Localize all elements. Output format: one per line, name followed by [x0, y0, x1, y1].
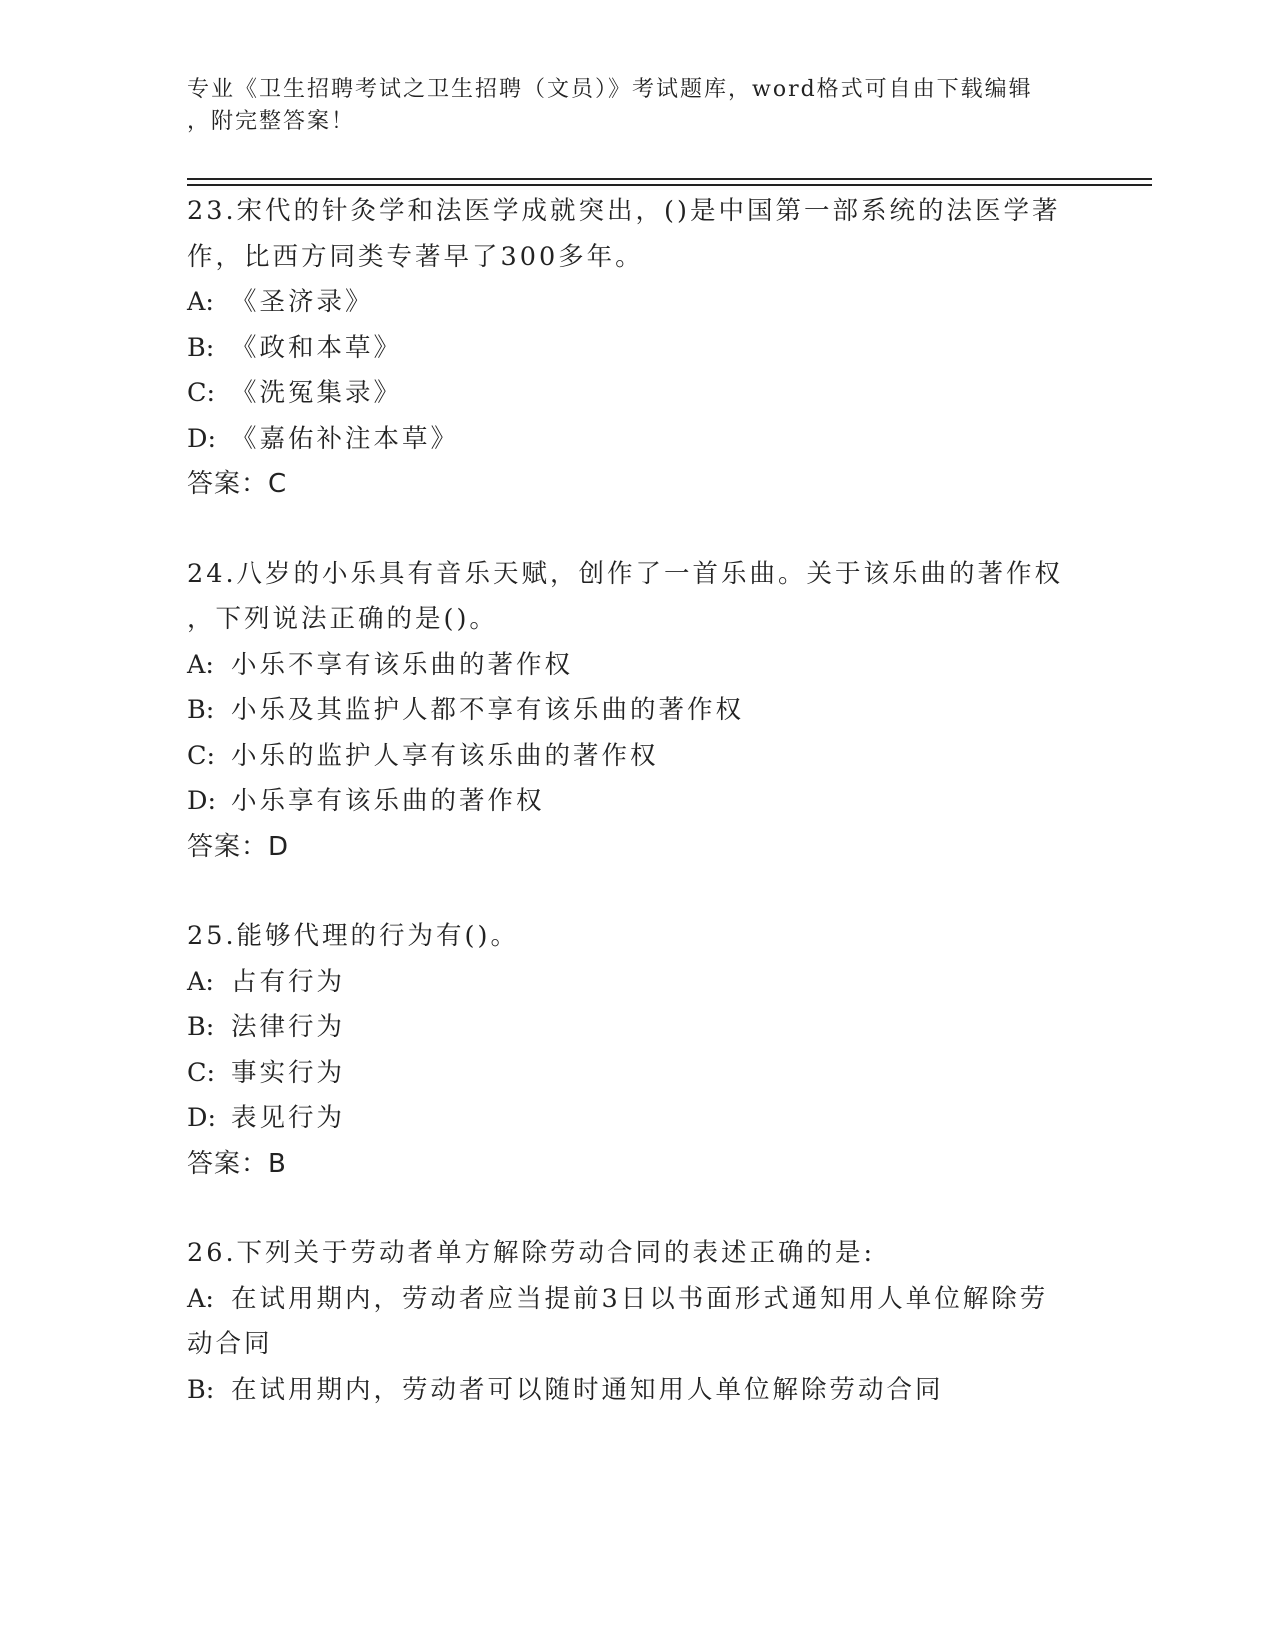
header-divider: [187, 184, 1152, 186]
option-d: [187, 417, 1087, 463]
option-letter: B:: [187, 695, 215, 725]
option-letter: D:: [187, 1103, 217, 1133]
question-text: 24.八岁的小乐具有音乐天赋，创作了一首乐曲。关于该乐曲的著作权: [187, 558, 1064, 589]
option-letter: C:: [187, 378, 216, 408]
option-letter: D:: [187, 423, 217, 454]
option-b: [187, 326, 1087, 372]
answer-text: 答案：C: [187, 469, 288, 499]
question-text: 25.能够代理的行为有()。: [187, 921, 519, 951]
option-letter: D:: [187, 786, 217, 816]
option-text: 小乐不享有该乐曲的著作权: [231, 649, 574, 680]
option-text: 小乐的监护人享有该乐曲的著作权: [231, 740, 659, 771]
option-text: 小乐享有该乐曲的著作权: [231, 786, 545, 816]
option-letter: B:: [187, 1012, 215, 1042]
option-b: [187, 1005, 1087, 1051]
option-text: 小乐及其监护人都不享有该乐曲的著作权: [231, 695, 745, 725]
option-letter: B:: [187, 332, 215, 363]
question-item: [187, 914, 1087, 1187]
option-text: 在试用期内，劳动者应当提前3日以书面形式通知用人单位解除劳: [231, 1283, 1049, 1314]
option-text: 《嘉佑补注本草》: [231, 423, 460, 454]
option-a: [187, 960, 1087, 1006]
option-text: 事实行为: [231, 1057, 346, 1088]
option-text: 《洗冤集录》: [231, 378, 403, 408]
option-c: [187, 734, 1087, 780]
header-line: ，附完整答案！: [187, 109, 356, 134]
option-letter: A:: [187, 1283, 215, 1314]
option-letter: C:: [187, 740, 216, 771]
question-item: [187, 189, 1087, 508]
header-divider: [187, 178, 1152, 180]
option-text: 《圣济录》: [231, 287, 374, 317]
option-d: [187, 1096, 1087, 1142]
header-line: 专业《卫生招聘考试之卫生招聘（文员）》考试题库，word格式可自由下载编辑: [187, 77, 1033, 102]
document-header: [187, 74, 1077, 138]
option-text: 在试用期内，劳动者可以随时通知用人单位解除劳动合同: [231, 1374, 944, 1405]
option-letter: C:: [187, 1057, 216, 1088]
option-letter: A:: [187, 649, 215, 680]
option-a-continued: 动合同: [187, 1329, 273, 1359]
question-item: [187, 1231, 1087, 1413]
question-text: 23.宋代的针灸学和法医学成就突出，()是中国第一部系统的法医学著: [187, 196, 1061, 226]
option-a: [187, 1277, 1087, 1323]
option-b: [187, 1368, 1087, 1414]
option-d: [187, 779, 1087, 825]
answer-text: 答案：D: [187, 831, 290, 862]
question-text: 作，比西方同类专著早了300多年。: [187, 241, 644, 272]
question-list: [187, 189, 1087, 1413]
option-letter: A:: [187, 287, 215, 317]
option-b: [187, 688, 1087, 734]
option-letter: A:: [187, 966, 215, 997]
answer-text: 答案：B: [187, 1148, 287, 1179]
question-text: 26.下列关于劳动者单方解除劳动合同的表述正确的是:: [187, 1238, 876, 1268]
option-text: 法律行为: [231, 1012, 346, 1042]
option-text: 表见行为: [231, 1103, 346, 1133]
option-text: 《政和本草》: [231, 332, 403, 363]
option-c: [187, 1051, 1087, 1097]
question-text: ，下列说法正确的是()。: [187, 604, 498, 634]
option-text: 占有行为: [231, 966, 346, 997]
option-c: [187, 371, 1087, 417]
option-letter: B:: [187, 1374, 215, 1405]
question-item: [187, 552, 1087, 871]
option-a: [187, 643, 1087, 689]
option-a: [187, 280, 1087, 326]
